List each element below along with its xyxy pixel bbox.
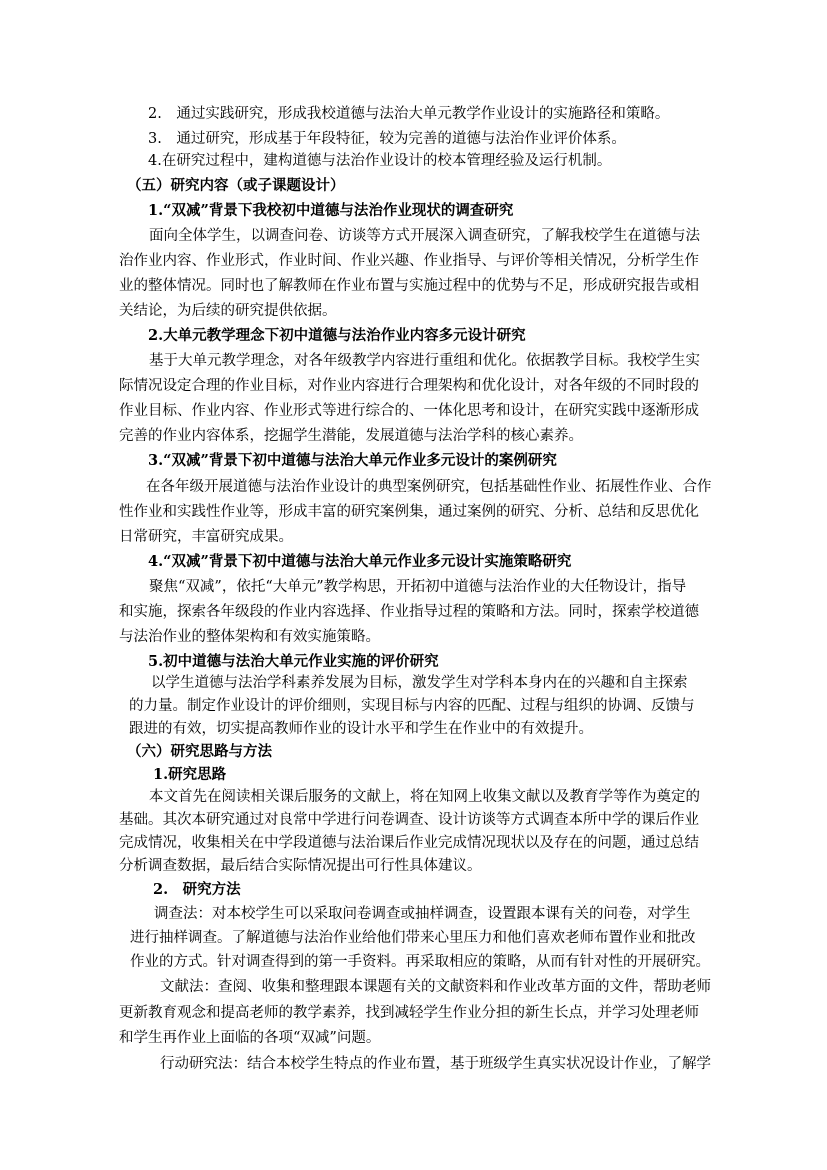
paragraph-line: 关结论，为后续的研究提供依据。 xyxy=(119,303,337,319)
paragraph-line: 作业的方式。针对调查得到的第一手资料。再采取相应的策略，从而有针对性的开展研究。 xyxy=(130,954,710,970)
paragraph-line: 业的整体情况。同时也了解教师在作业布置与实施过程中的优势与不足，形成研究报告或相 xyxy=(119,278,699,294)
paragraph-line: 完成情况，收集相关在中学段道德与法治课后作业完成情况现状以及存在的问题，通过总结 xyxy=(119,835,699,851)
subheading-4: 4.“双减”背景下初中道德与法治大单元作业多元设计实施策略研究 xyxy=(148,553,572,570)
paragraph-line: 在各年级开展道德与法治作业设计的典型案例研究，包括基础性作业、拓展性作业、合作 xyxy=(146,479,712,495)
paragraph-line: 际情况设定合理的作业目标，对作业内容进行合理架构和优化设计，对各年级的不同时段的 xyxy=(119,378,699,394)
paragraph-line: 行动研究法：结合本校学生特点的作业布置，基于班级学生真实状况设计作业，了解学 xyxy=(160,1056,711,1072)
section-heading-6: （六）研究思路与方法 xyxy=(127,743,272,760)
paragraph-line: 完善的作业内容体系，挖掘学生潜能，发展道德与法治学科的核心素养。 xyxy=(119,428,583,444)
subheading-research-approach: 1.研究思路 xyxy=(153,766,227,783)
paragraph-line: 本文首先在阅读相关课后服务的文献上，将在知网上收集文献以及教育学等作为奠定的 xyxy=(149,789,700,805)
section-heading-5: （五）研究内容（或子课题设计） xyxy=(127,177,345,194)
objective-item-2: 2. 通过实践研究，形成我校道德与法治大单元教学作业设计的实施路径和策略。 xyxy=(148,106,670,122)
paragraph-line: 日常研究，丰富研究成果。 xyxy=(119,529,293,545)
paragraph-line: 基础。其次本研究通过对良常中学进行问卷调查、设计访谈等方式调查本所中学的课后作业 xyxy=(119,812,699,828)
paragraph-line: 聚焦“双减”，依托“大单元”教学构思，开拓初中道德与法治作业的大任物设计，指导 xyxy=(149,579,687,595)
paragraph-line: 更新教育观念和提高老师的教学素养，找到减轻学生作业分担的新生长点，并学习处理老师 xyxy=(119,1005,699,1021)
paragraph-line: 面向全体学生，以调查问卷、访谈等方式开展深入调查研究，了解我校学生在道德与法 xyxy=(149,228,700,244)
paragraph-line: 调查法：对本校学生可以采取问卷调查或抽样调查，设置跟本课有关的问卷，对学生 xyxy=(154,906,691,922)
paragraph-line: 文献法：查阅、收集和整理跟本课题有关的文献资料和作业改革方面的文件，帮助老师 xyxy=(160,979,711,995)
subheading-research-methods: 2. 研究方法 xyxy=(153,881,241,898)
subheading-3: 3.“双减”背景下初中道德与法治大单元作业多元设计的案例研究 xyxy=(148,452,557,469)
subheading-5: 5.初中道德与法治大单元作业实施的评价研究 xyxy=(148,653,439,670)
paragraph-line: 作业目标、作业内容、作业形式等进行综合的、一体化思考和设计，在研究实践中逐渐形成 xyxy=(119,403,699,419)
paragraph-line: 和实施，探索各年级段的作业内容选择、作业指导过程的策略和方法。同时，探索学校道德 xyxy=(119,604,699,620)
paragraph-line: 进行抽样调查。了解道德与法治作业给他们带来心里压力和他们喜欢老师布置作业和批改 xyxy=(130,930,696,946)
objective-item-3: 3. 通过研究，形成基于年段特征，较为完善的道德与法治作业评价体系。 xyxy=(148,131,626,147)
paragraph-line: 的力量。制定作业设计的评价细则，实现目标与内容的匹配、过程与组织的协调、反馈与 xyxy=(129,698,695,714)
paragraph-line: 以学生道德与法治学科素养发展为目标，激发学生对学科本身内在的兴趣和自主探索 xyxy=(151,675,688,691)
subheading-1: 1.“双减”背景下我校初中道德与法治作业现状的调查研究 xyxy=(148,202,514,219)
paragraph-line: 性作业和实践性作业等，形成丰富的研究案例集，通过案例的研究、分析、总结和反思优化 xyxy=(119,504,699,520)
paragraph-line: 跟进的有效，切实提高教师作业的设计水平和学生在作业中的有效提升。 xyxy=(129,721,593,737)
paragraph-line: 分析调查数据，最后结合实际情况提出可行性具体建议。 xyxy=(119,858,482,874)
objective-item-4: 4.在研究过程中，建构道德与法治作业设计的校本管理经验及运行机制。 xyxy=(148,153,612,169)
paragraph-line: 和学生再作业上面临的各项“双减”问题。 xyxy=(119,1030,381,1046)
paragraph-line: 治作业内容、作业形式，作业时间、作业兴趣、作业指导、与评价等相关情况，分析学生作 xyxy=(119,253,699,269)
subheading-2: 2.大单元教学理念下初中道德与法治作业内容多元设计研究 xyxy=(148,327,526,344)
paragraph-line: 基于大单元教学理念，对各年级教学内容进行重组和优化。依据教学目标。我校学生实 xyxy=(149,353,700,369)
paragraph-line: 与法治作业的整体架构和有效实施策略。 xyxy=(119,629,380,645)
